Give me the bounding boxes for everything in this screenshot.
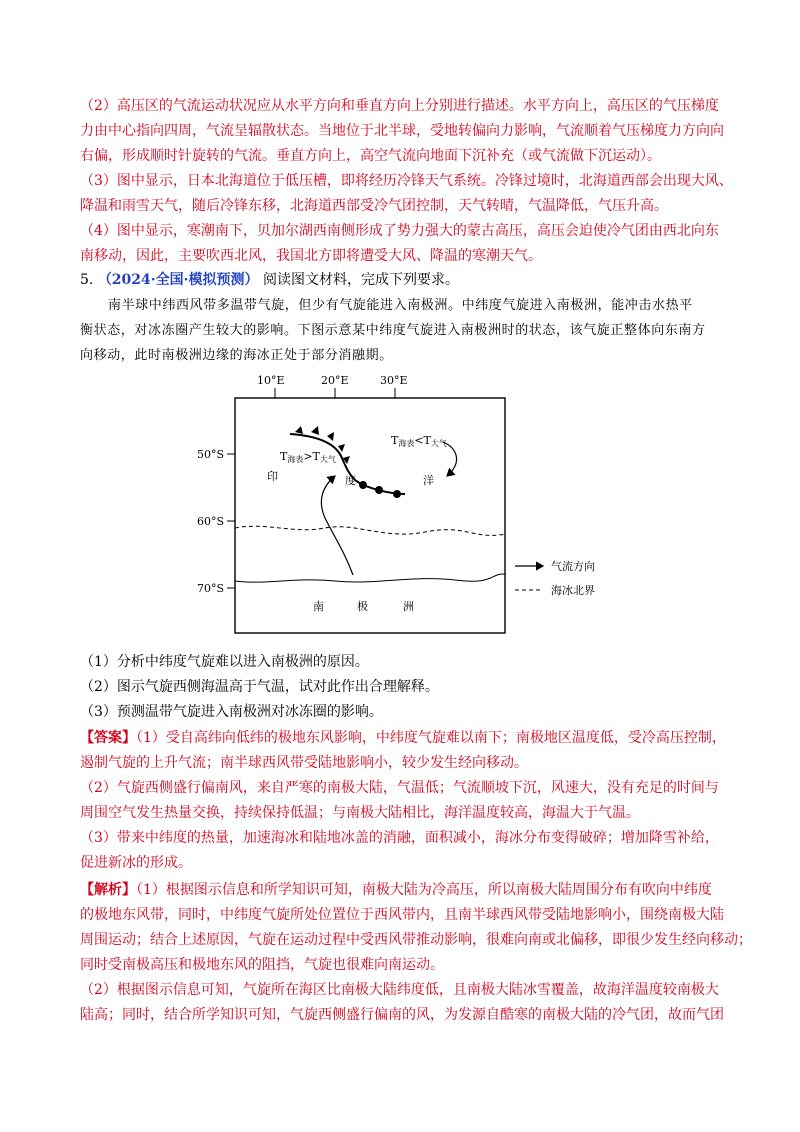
lat-label-60s: 60°S <box>197 515 225 528</box>
text-line: （2）气旋西侧盛行偏南风，来自严寒的南极大陆，气温低；气流顺坡下沉，风速大，没有充足的时间与 <box>80 780 719 796</box>
cold-front-triangle <box>327 432 334 441</box>
text-line: 降温和雨雪天气，随后冷锋东移，北海道西部受冷气团控制，天气转晴，气温降低，气压升高。 <box>80 198 668 214</box>
continent-label-char: 极 <box>357 600 368 613</box>
ocean-label-char: 洋 <box>423 474 434 487</box>
text-line: 的极地东风带，同时，中纬度气旋所处位置位于西风带内，且南半球西风带受陆地影响小，围绕南极大陆 <box>80 907 724 923</box>
text-line: （3）带来中纬度的热量，加速海冰和陆地冰盖的消融，面积减小，海冰分布变得破碎；增加降雪补给， <box>80 830 719 846</box>
warm-front-semicircle <box>393 490 401 498</box>
text-line: 力由中心指向四周，气流呈辐散状态。当地位于北半球，受地转偏向力影响，气流顺着气压梯度力方向向 <box>80 123 724 139</box>
cold-front-triangle <box>295 426 303 434</box>
continent-label-char: 南 <box>313 600 324 613</box>
text-line: 右偏，形成顺时针旋转的气流。垂直方向上，高空气流向地面下沉补充（或气流做下沉运动）。 <box>80 148 661 164</box>
text-line: （2）高压区的气流运动状况应从水平方向和垂直方向上分别进行描述。水平方向上，高压区的气压梯度 <box>80 98 719 114</box>
text-line: （3）图中显示，日本北海道位于低压槽，即将经历冷锋天气系统。冷锋过境时，北海道西部会出现大风、 <box>80 173 733 189</box>
text-line: 南移动，因此，主要吹西北风，我国北方即将遭受大风、降温的寒潮天气。 <box>80 248 542 264</box>
question-prompt: 阅读图文材料，完成下列要求。 <box>262 272 459 288</box>
text-line: 南半球中纬西风带多温带气旋，但少有气旋能进入南极洲。中纬度气旋进入南极洲，能冲击水热平 <box>108 298 693 313</box>
sub-question: （1）分析中纬度气旋难以进入南极洲的原因。 <box>80 654 369 670</box>
warm-front-semicircle <box>375 486 383 494</box>
text-line: （2）根据图示信息可知，气旋所在海区比南极大陆纬度低，且南极大陆冰雪覆盖，故海洋温度较南极大 <box>80 982 719 998</box>
legend-flow-label: 气流方向 <box>551 560 595 573</box>
answer-part-4-prev <box>80 219 722 269</box>
airflow-arrow-west <box>321 476 353 575</box>
text-line: 向移动，此时南极洲边缘的海冰正处于部分消融期。 <box>80 348 393 363</box>
text-line: （1）受自高纬向低纬的极地东风影响，中纬度气旋难以南下；南极地区温度低，受冷高压控制， <box>136 730 726 746</box>
material-paragraph <box>80 293 722 368</box>
ocean-label-char: 度 <box>345 474 356 487</box>
cold-front-triangle <box>338 444 345 452</box>
text-line: 陆高；同时，结合所学知识可知，气旋西侧盛行偏南的风，为发源自酷寒的南极大陆的冷气团，故而气团 <box>80 1007 724 1023</box>
answer-part-3-prev <box>80 169 733 219</box>
text-line: （4）图中显示，寒潮南下，贝加尔湖西南侧形成了势力强大的蒙古高压，高压会迫使冷气团由西北向东 <box>80 223 719 239</box>
text-line: （1）根据图示信息和所学知识可知，南极大陆为冷高压，所以南极大陆周围分布有吹向中纬度 <box>136 882 712 898</box>
cyclone-map-svg <box>195 368 625 638</box>
lon-label-10e: 10°E <box>257 374 285 387</box>
continent-label-char: 洲 <box>403 600 414 613</box>
text-line: 周围运动；结合上述原因，气旋在运动过程中受西风带推动影响，很难向南或北偏移，即很少发生经向移动； <box>80 932 752 948</box>
lat-label-70s: 70°S <box>197 582 225 595</box>
ocean-label-char: 印 <box>267 470 278 483</box>
answer-section <box>80 726 726 876</box>
sub-questions <box>80 650 722 725</box>
answer-part-2-prev <box>80 94 722 169</box>
legend-ice-label: 海冰北界 <box>551 584 595 597</box>
lon-label-20e: 20°E <box>321 374 349 387</box>
temp-label-west: T海表>T大气 <box>280 450 336 464</box>
text-line: 同时受南极高压和极地东风的阻挡，气旋也很难向南运动。 <box>80 957 444 973</box>
question-number: 5. <box>80 272 94 288</box>
map-frame <box>235 398 505 633</box>
answer-label: 【答案】 <box>80 730 136 746</box>
antarctic-coastline <box>235 574 505 582</box>
analysis-section <box>80 878 752 1028</box>
sub-question: （3）预测温带气旋进入南极洲对冰冻圈的影响。 <box>80 704 383 720</box>
temp-label-east: T海表<T大气 <box>391 434 447 448</box>
cyclone-map-figure <box>195 368 625 638</box>
analysis-label: 【解析】 <box>80 882 136 898</box>
text-line: 促进新冰的形成。 <box>80 855 192 871</box>
warm-front-semicircle <box>359 481 367 489</box>
sea-ice-boundary <box>235 526 505 535</box>
sub-question: （2）图示气旋西侧海温高于气温，试对此作出合理解释。 <box>80 679 439 695</box>
question-source-tag: （2024·全国·模拟预测） <box>97 272 259 288</box>
question-5-heading <box>80 268 722 293</box>
text-line: 衡状态，对冰冻圈产生较大的影响。下图示意某中纬度气旋进入南极洲时的状态，该气旋正整体向东南方 <box>80 323 706 338</box>
text-line: 遏制气旋的上升气流；南半球西风带受陆地影响小，较少发生经向移动。 <box>80 755 528 771</box>
lon-label-30e: 30°E <box>380 374 408 387</box>
text-line: 周围空气发生热量交换，持续保持低温；与南极大陆相比，海洋温度较高，海温大于气温。 <box>80 805 640 821</box>
lat-label-50s: 50°S <box>197 448 225 461</box>
cold-front-triangle <box>311 426 319 435</box>
